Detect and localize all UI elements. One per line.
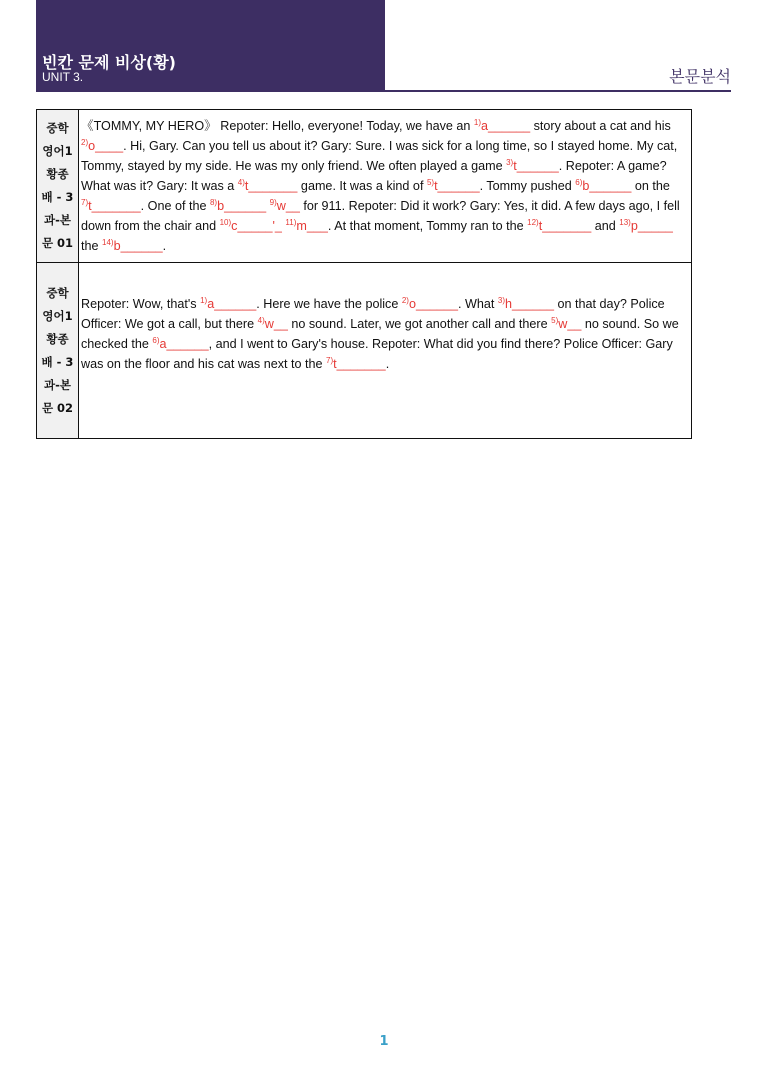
blank-item <box>527 219 591 233</box>
blank-hint: c_____'_ <box>231 219 282 233</box>
passage-fragment: . <box>162 239 167 253</box>
passage-fragment: and <box>591 219 620 233</box>
row-label-line: 문 02 <box>41 400 74 415</box>
blank-number: 7) <box>81 198 89 207</box>
blank-item <box>81 139 123 153</box>
blank-number: 11) <box>285 218 297 227</box>
blank-number: 6) <box>575 178 583 187</box>
blank-item <box>402 297 458 311</box>
table-row <box>37 263 692 439</box>
blank-hint: o______ <box>408 297 458 311</box>
row-label-line: 배 - 3 <box>41 354 74 369</box>
passage-fragment: , and I went to Gary's house. Repoter: What did you find there? Police Officer: Gary was on the floor and his cat was next to the <box>81 337 673 371</box>
row-label-line: 문 01 <box>41 236 74 250</box>
passage-fragment: . Repoter: A game? What was it? Gary: It was a <box>81 159 667 193</box>
passage-fragment: Repoter: Wow, that's <box>81 297 201 311</box>
passage-fragment: no sound. So we checked the <box>81 317 679 351</box>
blank-item <box>258 317 288 331</box>
row-label-line: 배 - 3 <box>41 190 74 204</box>
passage-fragment: . <box>385 357 390 371</box>
blank-number: 3) <box>497 296 506 305</box>
row-label-line: 과-본 <box>44 213 71 227</box>
blank-hint: m___ <box>296 219 328 233</box>
header-banner <box>36 0 385 91</box>
passage-fragment: 《TOMMY, MY HERO》 Repoter: Hello, everyone! Today, we have an <box>81 119 474 133</box>
blank-hint: a______ <box>207 297 257 311</box>
blank-number: 1) <box>200 296 208 305</box>
blank-number: 4) <box>237 178 245 187</box>
blank-number: 14) <box>102 238 114 247</box>
blank-hint: w__ <box>558 317 582 331</box>
blank-item <box>152 337 208 351</box>
blank-hint: t_______ <box>538 219 592 233</box>
blank-number: 2) <box>81 138 89 147</box>
blank-hint: o____ <box>88 139 124 153</box>
blank-number: 13) <box>619 218 631 227</box>
blank-item <box>326 357 386 371</box>
passage-fragment: story about a cat and his <box>530 119 671 133</box>
blank-hint: b______ <box>582 179 632 193</box>
passage-fragment: . What <box>458 297 498 311</box>
unit-label: UNIT 3. <box>42 70 84 84</box>
blank-hint: w__ <box>264 317 288 331</box>
blank-item <box>575 179 631 193</box>
blank-number: 10) <box>219 218 232 227</box>
blank-hint: t_______ <box>244 179 298 193</box>
blank-hint: b______ <box>217 199 267 213</box>
blank-item <box>270 199 300 213</box>
row-label-line: 황종 <box>46 331 69 346</box>
section-label: 본문분석 <box>669 67 731 86</box>
passage-fragment: no sound. Later, we got another call and there <box>287 317 552 331</box>
blank-item <box>210 199 266 213</box>
row-label <box>37 263 79 439</box>
row-label-line: 중학 <box>46 285 69 300</box>
blank-item <box>427 179 480 193</box>
blank-hint: t_______ <box>333 357 386 371</box>
header-divider <box>36 90 731 92</box>
passage-fragment: . At that moment, Tommy ran to the <box>327 219 528 233</box>
blank-item <box>474 119 530 133</box>
blank-hint: w__ <box>276 199 300 213</box>
passage-fragment: game. It was a kind of <box>297 179 427 193</box>
passage-text <box>79 110 692 263</box>
blank-hint: p_____ <box>630 219 673 233</box>
passage-fragment: . One of the <box>140 199 210 213</box>
passage-fragment: the <box>81 239 103 253</box>
blank-item <box>220 219 282 233</box>
document-title: 빈칸 문제 비상(황) <box>42 53 176 72</box>
blank-item <box>506 159 559 173</box>
passage-fragment: . Tommy pushed <box>479 179 576 193</box>
row-label-line: 황종 <box>46 167 69 181</box>
blank-hint: t______ <box>434 179 480 193</box>
blank-hint: t_______ <box>88 199 141 213</box>
blank-number: 1) <box>473 118 482 127</box>
blank-hint: a______ <box>481 119 531 133</box>
blank-item <box>498 297 554 311</box>
blank-item <box>619 219 673 233</box>
blank-number: 6) <box>152 336 160 345</box>
blank-item <box>102 239 163 253</box>
blank-item <box>285 219 327 233</box>
passage-fragment: on that day? Police Officer: We got a call, but there <box>81 297 665 331</box>
exercise-table <box>36 109 692 439</box>
blank-number: 5) <box>426 178 435 187</box>
row-label <box>37 110 79 263</box>
row-label-line: 중학 <box>46 121 69 135</box>
blank-item <box>238 179 298 193</box>
blank-item <box>551 317 581 331</box>
passage-fragment: for 911. Repoter: Did it work? Gary: Yes, it did. A few days ago, I fell down from the chair and <box>81 199 680 233</box>
row-label-line: 과-본 <box>44 377 71 392</box>
blank-number: 12) <box>527 218 539 227</box>
blank-item <box>200 297 256 311</box>
blank-item <box>81 199 141 213</box>
blank-number: 8) <box>209 198 218 207</box>
blank-number: 3) <box>506 158 514 167</box>
row-label-line: 영어1 <box>42 144 73 158</box>
blank-number: 5) <box>551 316 559 325</box>
blank-number: 2) <box>401 296 409 305</box>
blank-hint: h______ <box>505 297 555 311</box>
blank-number: 9) <box>269 198 277 207</box>
blank-hint: t______ <box>513 159 559 173</box>
blank-hint: a______ <box>159 337 209 351</box>
table-row <box>37 110 692 263</box>
passage-fragment: . Hi, Gary. Can you tell us about it? Gary: Sure. I was sick for a long time, so I stayed home. My cat, Tommy, stayed by my side. He was my only friend. We often played a game <box>81 139 678 173</box>
blank-number: 7) <box>326 356 334 365</box>
passage-fragment: on the <box>631 179 670 193</box>
passage-fragment: . Here we have the police <box>256 297 402 311</box>
passage-text <box>79 263 692 439</box>
row-label-line: 영어1 <box>42 308 73 323</box>
blank-hint: b______ <box>113 239 163 253</box>
page-number: 1 <box>379 1034 389 1049</box>
blank-number: 4) <box>257 316 265 325</box>
